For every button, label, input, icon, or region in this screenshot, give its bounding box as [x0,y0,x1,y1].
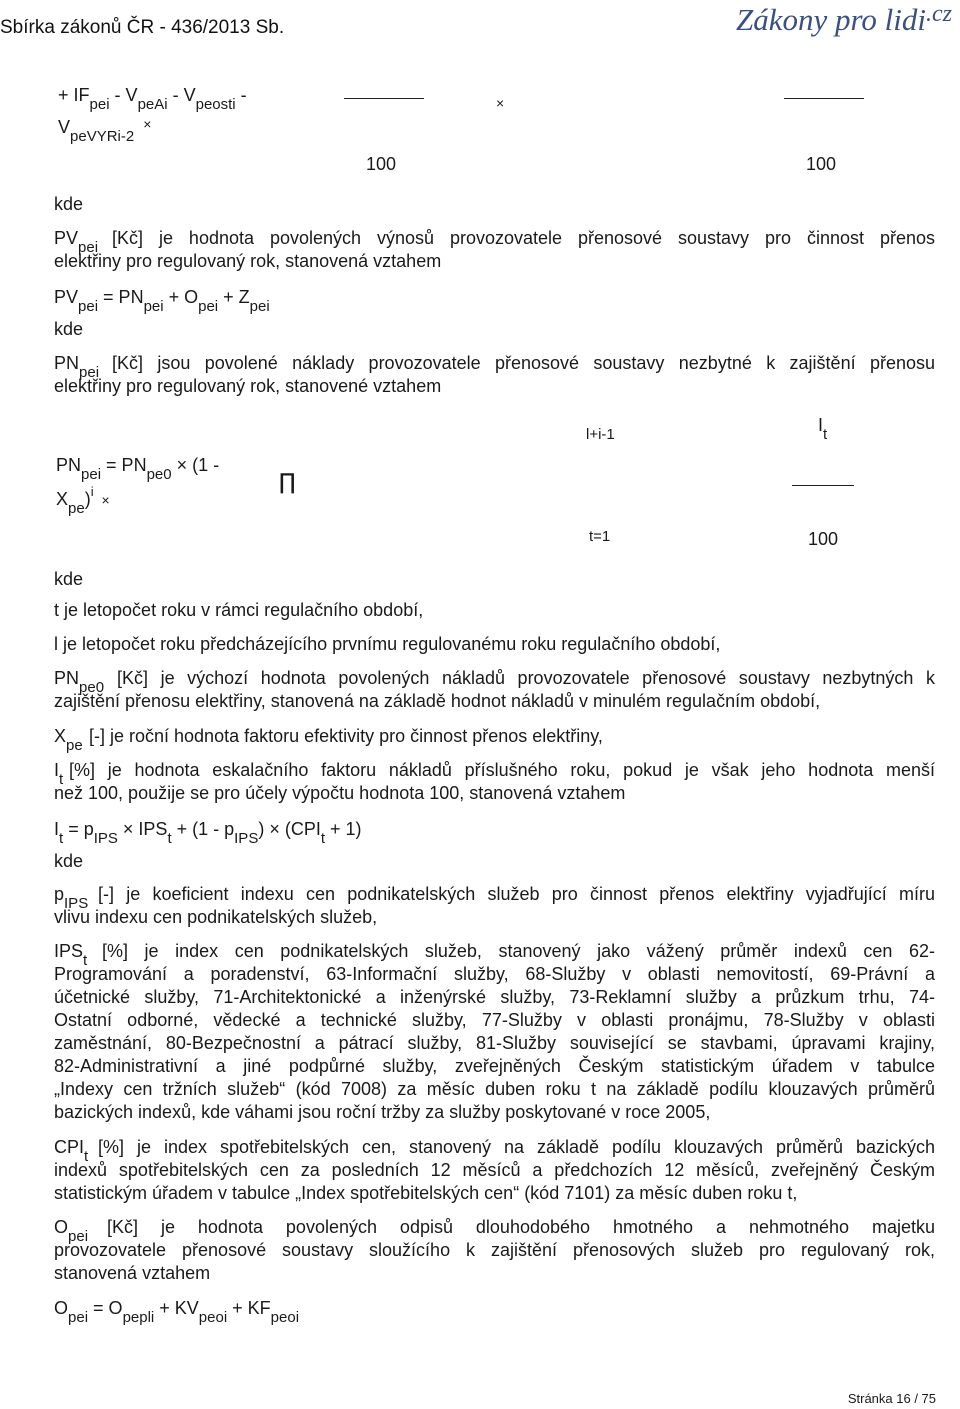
product-symbol: ∏ [279,470,296,495]
i-symbol: $I_t$ [54,760,64,788]
formula3-line1: $PN_{pei} = PN_{pe0} \times (1$ - [56,455,220,483]
definition-t: t je letopočet roku v rámci regulačního období, [54,600,424,620]
formula5: $O_{pei} = O_{pepli} + KV_{peoi} + KF_{peoi}$ [54,1298,300,1326]
formula1-line1: + $IF_{pei} - V_{peAi} - V_{peosti}$ - [58,85,247,113]
formula3-line2: $X_{pe})^i$ × [56,484,110,517]
ips-line: 82-Administrativní a jiné podpůrné služby, zveřejněných Českým statistickým úřadem v tabulce [54,1056,935,1076]
o-line: provozovatele přenosové soustavy sloužícího k zajištění přenosových služeb pro regulovaný rok, [54,1240,935,1260]
ips-line: „Indexy cen tržních služeb“ (kód 7008) za měsíc duben roku t na základě podílu klouzavých průměrů [54,1079,935,1099]
product-lower-bound: t=1 [589,528,611,545]
ips-symbol: $IPS_t$ [54,941,88,969]
fraction-denominator: 100 [808,529,839,549]
pn-definition-cont: elektřiny pro regulovaný rok, stanovené vztahem [54,376,442,396]
x-symbol: $X_{pe}$ [54,726,83,754]
pn-symbol: $PN_{pei}$ [54,353,100,381]
kde-label: kde [54,319,84,339]
pn0-definition: [Kč] je výchozí hodnota povolených nákladů provozovatele přenosové soustavy nezbytných k [117,668,935,688]
denominator-2: 100 [806,154,837,174]
pips-symbol: $p_{IPS}$ [54,884,89,912]
i-definition: [%] je hodnota eskalačního faktoru nákladů příslušného roku, pokud je však jeho hodnota menší [69,760,935,780]
cpi-symbol: $CPI_t$ [54,1137,89,1165]
x-definition: [-] je roční hodnota faktoru efektivity pro činnost přenos elektřiny, [89,726,603,746]
ips-line: zaměstnání, 80-Bezpečnostní a pátrací služby, 81-Služby související se stavbami, úpravami krajiny, [54,1033,935,1053]
kde-label: kde [54,569,84,589]
o-definition: [Kč] je hodnota povolených odpisů dlouhodobého hmotného a nehmotného majetku [107,1217,935,1237]
ips-line: účetnické služby, 71-Architektonické a inženýrské služby, 73-Reklamní služby a průzkum trhu, 74- [54,987,935,1007]
document-title: Sbírka zákonů ČR - 436/2013 Sb. [0,17,285,38]
page-number: Stránka 16 / 75 [847,1391,936,1406]
ips-line: Ostatní odborné, vědecké a technické služby, 77-Služby v oblasti pronájmu, 78-Služby v oblasti [54,1010,935,1030]
pips-definition: [-] je koeficient indexu cen podnikatelských služeb pro činnost přenos elektřiny vyjadřující míru [98,884,935,904]
o-symbol: $O_{pei}$ [54,1217,89,1245]
kde-label: kde [54,194,84,214]
pn0-definition-cont: zajištění přenosu elektřiny, stanovená na základě hodnot nákladů v minulém regulačním období, [54,691,821,711]
pips-definition-cont: vlivu indexu cen podnikatelských služeb, [54,907,378,927]
cpi-line: indexů spotřebitelských cen za posledních 12 měsíců a předchozích 12 měsíců, zveřejněný Českým [54,1160,935,1180]
pn0-symbol: $PN_{pe0}$ [54,668,105,696]
i-definition-cont: než 100, použije se pro účely výpočtu hodnota 100, stanovená vztahem [54,783,626,803]
pn-definition: [Kč] jsou povolené náklady provozovatele přenosové soustavy nezbytné k zajištění přenosu [112,353,935,373]
fraction-bar-1 [344,98,424,99]
ips-line: Programování a poradenství, 63-Informační služby, 68-Služby v oblasti nemovitostí, 69-Právní a [54,964,935,984]
pv-definition: [Kč] je hodnota povolených výnosů provozovatele přenosové soustavy pro činnost přenos [112,228,935,248]
formula4: $I_t = p_{IPS} \times IPS_t + (1 - p_{IPS}) \times (CPI_t + 1)$ [54,819,362,847]
fraction-numerator: $I_t$ [818,415,828,443]
fraction-bar-2 [784,98,864,99]
ips-line: bazických indexů, kde váhami jsou roční tržby za služby poskytované v roce 2005, [54,1102,711,1122]
brand-logo[interactable] [736,2,952,38]
o-line: stanovená vztahem [54,1263,211,1283]
pv-symbol: $PV_{pei}$ [54,228,99,256]
product-upper-bound: l+i-1 [586,426,615,443]
formula1-line2: $V_{peVYRi-2}$ × [58,116,152,145]
times-symbol: × [496,95,505,111]
pv-definition-cont: elektřiny pro regulovaný rok, stanovená vztahem [54,251,442,271]
ips-definition: [%] je index cen podnikatelských služeb, stanovený jako vážený průměr indexů cen 62- [102,941,935,961]
brand-tld: .cz [926,1,952,27]
brand-name: Zákony pro lidi [735,2,926,37]
fraction-bar-3 [792,485,854,486]
formula2: $PV_{pei} = PN_{pei} + O_{pei} + Z_{pei}$ [54,287,270,315]
cpi-line: statistickým úřadem v tabulce „Index spotřebitelských cen“ (kód 7101) za měsíc duben roku t, [54,1183,798,1203]
cpi-definition: [%] je index spotřebitelských cen, stanovený na základě podílu klouzavých průměrů bazických [98,1137,935,1157]
definition-l: l je letopočet roku předcházejícího prvnímu regulovanému roku regulačního období, [54,634,721,654]
denominator-1: 100 [366,154,397,174]
kde-label: kde [54,851,84,871]
